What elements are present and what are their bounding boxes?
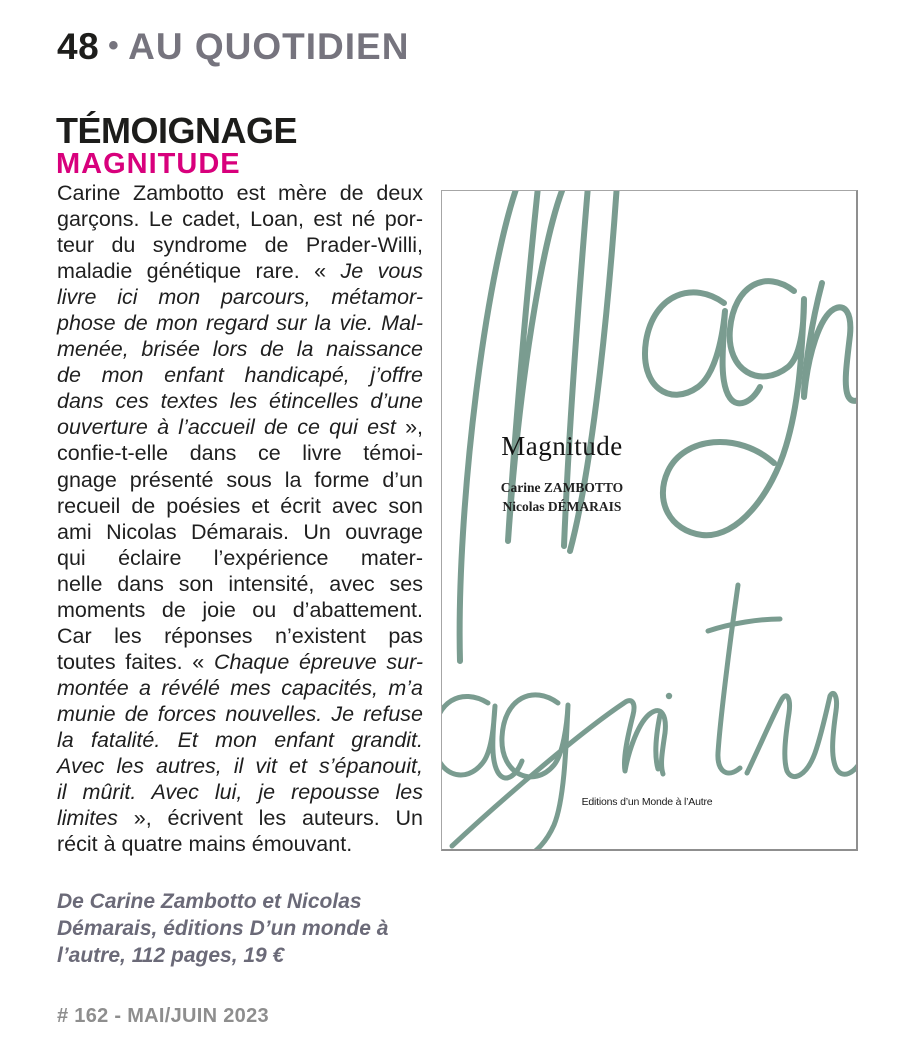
body-text-segment: qui éclaire l’expérience mater-: [57, 545, 423, 570]
body-line: [57, 649, 423, 675]
body-text-segment: maladie génétique rare. «: [57, 259, 341, 284]
body-line: [57, 571, 423, 597]
body-text-segment: livre ici mon parcours, métamor-: [57, 285, 423, 310]
body-text-segment: montée a révélé mes capacités, m’a: [57, 675, 423, 700]
body-line: [57, 675, 423, 701]
body-line: [57, 545, 423, 571]
body-text-segment: confie-t-elle dans ce livre témoi-: [57, 441, 423, 466]
body-text-segment: Car les réponses n’existent pas: [57, 623, 423, 648]
body-line: [57, 336, 423, 362]
book-author-1: Carine ZAMBOTTO: [500, 480, 624, 495]
body-line: [57, 519, 423, 545]
script-lettering: [442, 191, 856, 849]
script-word-agnitu: [442, 585, 856, 849]
body-line: [57, 206, 423, 232]
body-text-segment: limites: [57, 806, 118, 831]
body-text-segment: Chaque épreuve sur-: [213, 649, 423, 674]
body-line: [57, 623, 423, 649]
body-text-segment: gnage présenté sous la forme d’un: [57, 467, 423, 492]
body-line: [57, 284, 423, 310]
body-text-segment: garçons. Le cadet, Loan, est né por-: [57, 207, 423, 232]
script-letter-t-stem: [718, 585, 740, 773]
issue-footer: # 162 - MAI/JUIN 2023: [57, 1005, 269, 1027]
script-letter-u: [747, 693, 856, 776]
body-text-segment: »,: [395, 415, 424, 440]
body-text-segment: Je vous: [340, 259, 423, 284]
body-text-segment: il mûrit. Avec lui, je repousse les: [57, 780, 423, 805]
body-text-segment: Avec les autres, il vit et s’épanouit,: [57, 754, 423, 779]
body-text-segment: ami Nicolas Démarais. Un ouvrage: [57, 519, 423, 544]
script-letter-M: [460, 191, 589, 661]
credit-line: De Carine Zambotto et Nicolas: [57, 890, 362, 913]
body-line: [57, 805, 423, 831]
credit-line: Démarais, éditions D’un monde à: [57, 917, 389, 940]
book-title: Magnitude: [501, 431, 623, 461]
body-text-segment: la fatalité. Et mon enfant grandit.: [57, 727, 423, 752]
body-text-segment: nelle dans son intensité, avec ses: [57, 571, 423, 596]
section-title: AU QUOTIDIEN: [128, 26, 410, 67]
body-line: [57, 493, 423, 519]
body-line: [57, 753, 423, 779]
article-kicker: TÉMOIGNAGE: [56, 110, 298, 151]
script-letter-g: [663, 281, 804, 535]
book-author-2: Nicolas DÉMARAIS: [502, 499, 622, 514]
body-text-segment: récit à quatre mains émouvant.: [57, 832, 353, 857]
body-text-segment: teur du syndrome de Prader-Willi,: [57, 233, 423, 258]
body-text-segment: phose de mon regard sur la vie. Mal-: [57, 311, 423, 336]
body-line: [57, 779, 423, 805]
book-authors: [442, 478, 682, 516]
body-text-segment: toutes faites. «: [57, 649, 214, 674]
book-cover: [441, 190, 858, 851]
script-i-dot: [666, 693, 672, 699]
body-text-segment: recueil de poésies et écrit avec son: [57, 493, 423, 518]
script-letter-t-bar: [708, 619, 780, 631]
body-line: [57, 180, 423, 206]
body-line: [57, 727, 423, 753]
body-line: [57, 440, 423, 466]
body-text-segment: menée, brisée lors de la naissance: [57, 337, 423, 362]
body-text-segment: », écrivent les auteurs. Un: [117, 806, 423, 831]
body-line: [57, 258, 423, 284]
body-line: [57, 597, 423, 623]
body-line: [57, 362, 423, 388]
body-text-segment: dans ces textes les étincelles d’une: [57, 389, 423, 414]
body-line: [57, 310, 423, 336]
script-letter-a: [645, 292, 760, 403]
article-body: [57, 180, 423, 857]
body-line: [57, 701, 423, 727]
book-publisher: Editions d’un Monde à l’Autre: [581, 796, 713, 808]
body-text-segment: moments de joie ou d’abattement.: [57, 597, 423, 622]
body-text-segment: Carine Zambotto est mère de deux: [57, 181, 423, 205]
body-line: [57, 388, 423, 414]
body-line: [57, 467, 423, 493]
bullet-separator: •: [108, 29, 120, 62]
page-header: [57, 26, 409, 68]
script-letter-n2: [452, 701, 665, 846]
script-letter-n: [804, 283, 856, 401]
body-line: [57, 414, 423, 440]
body-text-segment: ouverture à l’accueil de ce qui est: [57, 415, 396, 440]
article-title: MAGNITUDE: [56, 148, 241, 180]
article-credit: [57, 888, 388, 969]
body-text-segment: de mon enfant handicapé, j’offre: [57, 363, 423, 388]
page-number: 48: [57, 26, 100, 67]
body-line: [57, 831, 423, 857]
script-word-magn: [460, 191, 856, 661]
body-text-segment: munie de forces nouvelles. Je refuse: [57, 701, 423, 726]
body-line: [57, 232, 423, 258]
credit-line: l’autre, 112 pages, 19 €: [57, 944, 285, 967]
